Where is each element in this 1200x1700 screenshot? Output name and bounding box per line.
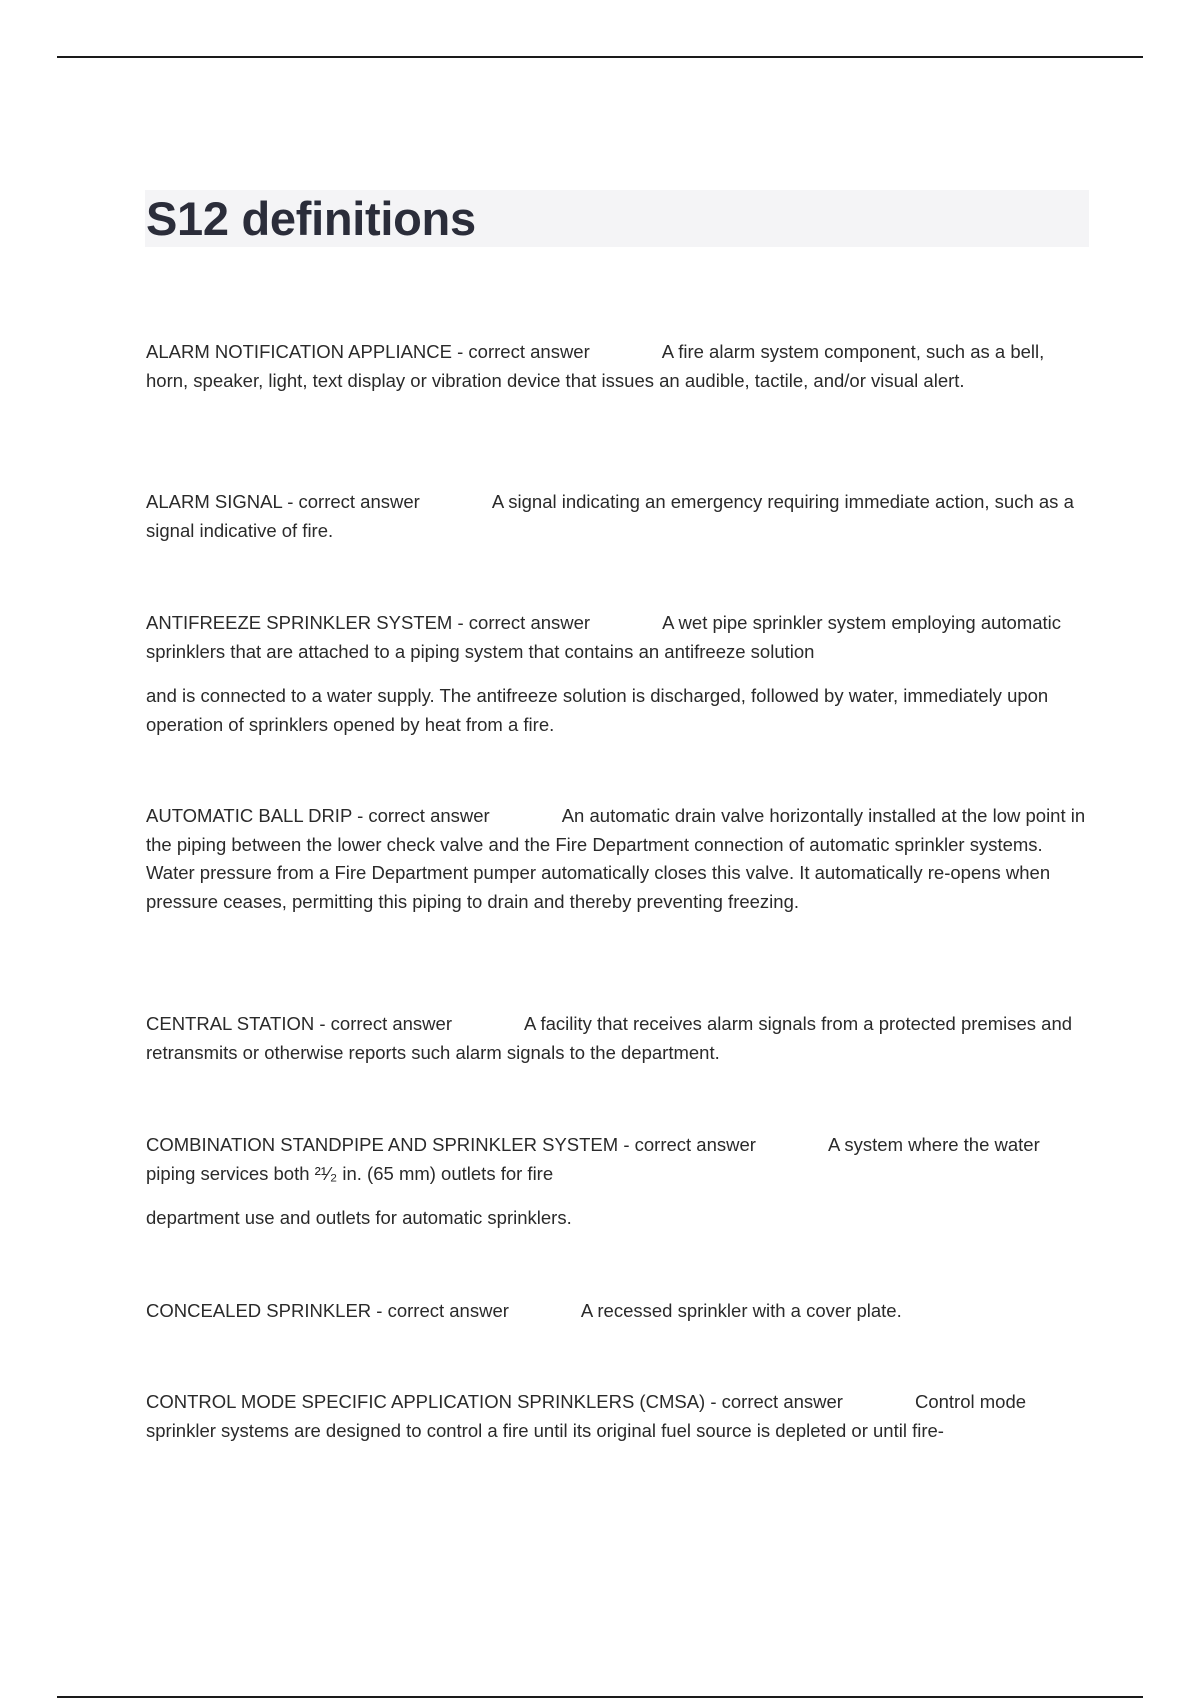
definition-entry	[146, 1297, 1086, 1326]
definition-text: A system where the water piping services both ²¹⁄₂ in. (65 mm) outlets for fire	[146, 1134, 1040, 1184]
definition-text: A wet pipe sprinkler system employing automatic sprinklers that are attached to a piping system that contains an antifreeze solution	[146, 612, 1062, 662]
top-rule	[57, 56, 1143, 58]
page-title: S12 definitions	[146, 192, 476, 245]
definition-text: A facility that receives alarm signals from a protected premises and retransmits or otherwise reports such alarm signals to the department.	[146, 1013, 1073, 1063]
definition-entry	[146, 1131, 1086, 1233]
definition-paragraph	[146, 1131, 1086, 1188]
definition-entry	[146, 609, 1086, 739]
definition-text: Control mode sprinkler systems are designed to control a fire until its original fuel source is depleted or until fire-	[146, 1391, 1027, 1441]
definition-paragraph	[146, 802, 1086, 916]
definition-paragraph	[146, 682, 1086, 739]
definition-term: ANTIFREEZE SPRINKLER SYSTEM - correct answer	[146, 612, 591, 633]
definition-entry	[146, 802, 1086, 916]
definition-paragraph	[146, 1297, 1086, 1326]
definition-paragraph	[146, 488, 1086, 545]
definition-term: COMBINATION STANDPIPE AND SPRINKLER SYSTEM - correct answer	[146, 1134, 756, 1155]
definition-paragraph	[146, 1204, 1086, 1233]
definition-paragraph	[146, 1388, 1086, 1445]
definition-entry	[146, 488, 1086, 545]
definition-text: An automatic drain valve horizontally installed at the low point in the piping between the lower check valve and the Fire Department connection of automatic sprinkler systems. Water pressure from a Fire Department pumper automatically closes this valve. It automatically re-opens when pressure ceases, permitting this piping to drain and thereby preventing freezing.	[146, 805, 1086, 912]
definition-paragraph	[146, 338, 1086, 395]
definition-entry	[146, 1388, 1086, 1445]
definition-term: ALARM NOTIFICATION APPLIANCE - correct answer	[146, 341, 590, 362]
definition-term: CENTRAL STATION - correct answer	[146, 1013, 452, 1034]
definition-entry	[146, 338, 1086, 395]
definition-text: A signal indicating an emergency requiring immediate action, such as a signal indicative of fire.	[146, 491, 1074, 541]
definition-paragraph	[146, 1010, 1086, 1067]
definition-term: CONCEALED SPRINKLER - correct answer	[146, 1300, 509, 1321]
definition-term: AUTOMATIC BALL DRIP - correct answer	[146, 805, 490, 826]
definition-term: CONTROL MODE SPECIFIC APPLICATION SPRINKLERS (CMSA) - correct answer	[146, 1391, 843, 1412]
definition-entry	[146, 1010, 1086, 1067]
definition-text: department use and outlets for automatic sprinklers.	[146, 1207, 572, 1228]
bottom-rule	[57, 1696, 1143, 1698]
definition-text: and is connected to a water supply. The antifreeze solution is discharged, followed by water, immediately upon operation of sprinklers opened by heat from a fire.	[146, 685, 1049, 735]
definition-text: A fire alarm system component, such as a bell, horn, speaker, light, text display or vibration device that issues an audible, tactile, and/or visual alert.	[146, 341, 1045, 391]
definition-paragraph	[146, 609, 1086, 666]
definition-term: ALARM SIGNAL - correct answer	[146, 491, 420, 512]
definition-text: A recessed sprinkler with a cover plate.	[580, 1300, 902, 1321]
